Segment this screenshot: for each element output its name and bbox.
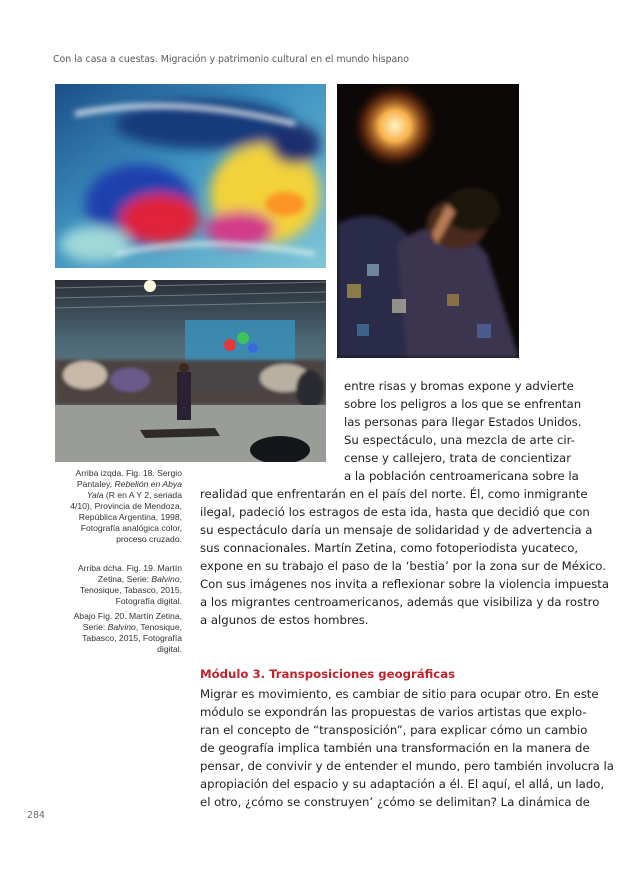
body-text-line: ran el concepto de “transposición”, para explicar cómo un cambio xyxy=(200,723,588,737)
caption-fig18 xyxy=(56,468,182,545)
caption-line: proceso cruzado. xyxy=(116,534,182,544)
caption-line: digital. xyxy=(157,644,182,654)
caption-line: Tabasco, 2015, Fotografía xyxy=(82,633,182,643)
dancers-blur-photo xyxy=(55,84,326,268)
body-text-line: Con sus imágenes nos invita a reflexionar sobre la violencia impuesta xyxy=(200,577,609,591)
body-text-line: el otro, ¿cómo se construyen’ ¿cómo se delimitan? La dinámica de xyxy=(200,795,590,809)
caption-line: Tenosique, Tabasco, 2015, xyxy=(79,585,182,595)
body-text-line: sus connacionales. Martín Zetina, como fotoperiodista yucateco, xyxy=(200,541,579,555)
body-text-line: apropiación del espacio y su adaptación a él. El aquí, el allá, un lado, xyxy=(200,777,605,791)
body-text-line: módulo se expondrán las propuestas de varios artistas que explo- xyxy=(200,705,587,719)
caption-fig19 xyxy=(56,563,182,607)
caption-title: Balvino xyxy=(107,622,136,632)
body-text-line: ilegal, padeció los estragos de esta ida, hasta que decidió que con xyxy=(200,505,590,519)
body-text-line: las personas para llegar Estados Unidos. xyxy=(344,415,582,429)
caption-line xyxy=(56,490,182,501)
caption-line: República Argentina, 1998, xyxy=(78,512,182,522)
body-text-line: realidad que enfrentarán en el país del norte. Él, como inmigrante xyxy=(200,487,588,501)
caption-title: Balvino xyxy=(151,574,180,584)
caption-title: Rebelión en Abya xyxy=(114,479,182,489)
body-text-line: entre risas y bromas expone y advierte xyxy=(344,379,574,393)
running-head: Con la casa a cuestas. Migración y patrimonio cultural en el mundo hispano xyxy=(53,54,409,65)
caption-line xyxy=(56,622,182,633)
caption-line: 4/10), Provincia de Mendoza, xyxy=(70,501,182,511)
caption-fig20 xyxy=(56,611,182,655)
body-text-line: a la población centroamericana sobre la xyxy=(344,469,579,483)
caption-line: Abajo Fig. 20. Martín Zetina, xyxy=(73,611,182,621)
caption-title: Yala xyxy=(86,490,104,500)
caption-text: , Tenosique, xyxy=(135,622,182,632)
caption-text: Zetina, Serie: xyxy=(97,574,152,584)
page-number: 284 xyxy=(27,810,45,821)
body-text-line: cense y callejero, trata de concientizar xyxy=(344,451,572,465)
fire-performer-photo xyxy=(337,84,519,358)
caption-line: Arriba dcha. Fig. 19. Martín xyxy=(77,563,182,573)
caption-line: Fotografía digital. xyxy=(115,596,182,606)
caption-line xyxy=(56,479,182,490)
caption-line: Arriba izqda. Fig. 18. Sergio xyxy=(75,468,182,478)
body-text-line: a algunos de estos hombres. xyxy=(200,613,369,627)
caption-line: Fotografía analógica color, xyxy=(80,523,182,533)
caption-text: Pantaley, xyxy=(76,479,115,489)
body-text-line: de geografía implica también una transformación en la manera de xyxy=(200,741,590,755)
body-text-line: a los migrantes centroamericanos, además que visibiliza y da rostro xyxy=(200,595,600,609)
body-text-line: sobre los peligros a los que se enfrentan xyxy=(344,397,582,411)
body-text-line: pensar, de convivir y de entender el mundo, pero también involucra la xyxy=(200,759,614,773)
caption-text: Serie: xyxy=(82,622,108,632)
body-text-line: su espectáculo daría un mensaje de solidaridad y de advertencia a xyxy=(200,523,593,537)
body-text-line: expone en su trabajo el paso de la ‘bestia’ por la zona sur de México. xyxy=(200,559,606,573)
audience-performance-photo xyxy=(55,280,326,462)
caption-text: , xyxy=(179,574,182,584)
body-text-line: Su espectáculo, una mezcla de arte cir- xyxy=(344,433,575,447)
caption-text: (R en A Y 2, seriada xyxy=(103,490,182,500)
body-text-line: Migrar es movimiento, es cambiar de sitio para ocupar otro. En este xyxy=(200,687,599,701)
caption-line xyxy=(56,574,182,585)
section-heading: Módulo 3. Transposiciones geográficas xyxy=(200,667,456,681)
